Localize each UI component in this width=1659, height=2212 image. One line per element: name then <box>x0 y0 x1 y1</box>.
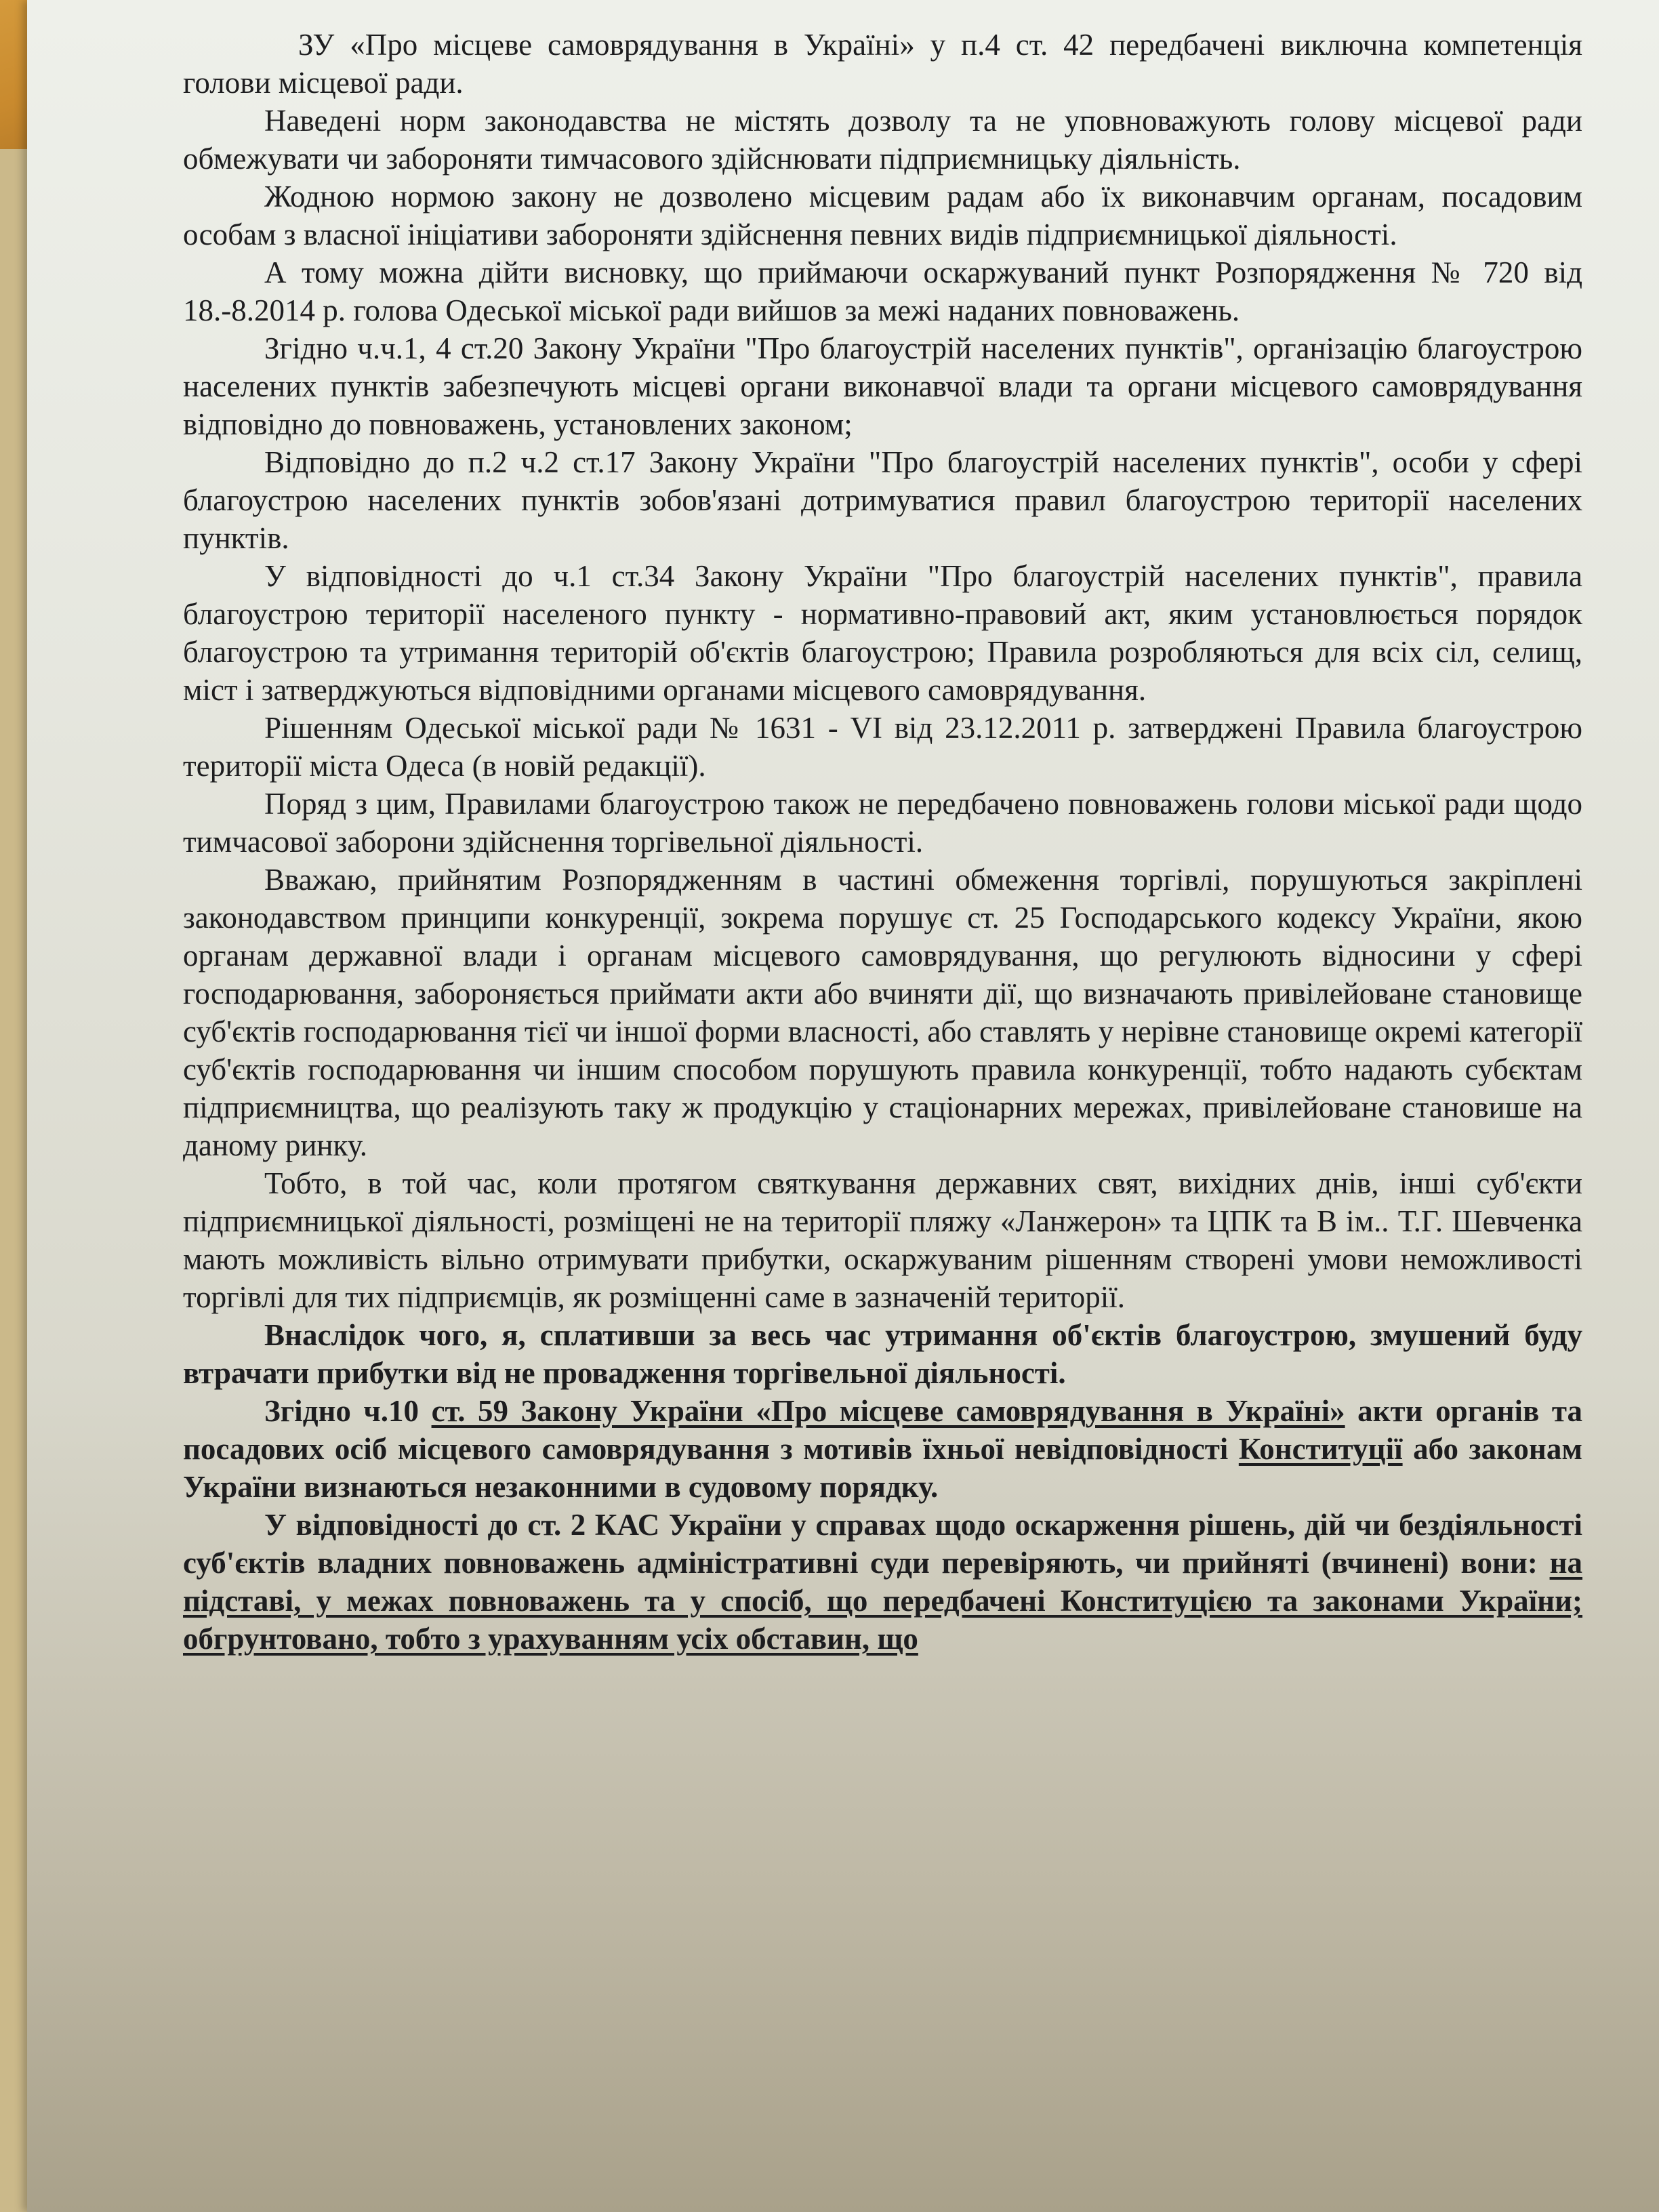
paragraph-8: Рішенням Одеської міської ради № 1631 - VI від 23.12.2011 р. затверджені Правила благоустрою території міста Одеса (в новій редакції). <box>183 711 1582 783</box>
document-body <box>183 26 1582 1658</box>
paragraph-5: Згідно ч.ч.1, 4 ст.20 Закону України "Про благоустрій населених пунктів", організацію благоустрою населених пунктів забезпечують місцеві органи виконавчої влади та органи місцевого самоврядування відповідно до повноважень, установлених законом; <box>183 331 1582 441</box>
para13-text-1: Згідно ч.10 <box>264 1394 432 1428</box>
paragraph-4: А тому можна дійти висновку, що приймаючи оскаржуваний пункт Розпорядження № 720 від 18.-8.2014 р. голова Одеської міської ради вийшов за межі наданих повноважень. <box>183 255 1582 327</box>
paragraph-14 <box>183 1506 1582 1658</box>
paragraph-11: Тобто, в той час, коли протягом святкування державних свят, вихідних днів, інші суб'єкти підприємницької діяльності, розміщені не на території пляжу «Ланжерон» та ЦПК та В ім.. Т.Г. Шевченка мають можливість вільно отримувати прибутки, оскаржуваним рішенням створені умови неможливості торгівлі для тих підприємців, як розміщенні саме в зазначеній території. <box>183 1166 1582 1314</box>
paragraph-9: Поряд з цим, Правилами благоустрою також не передбачено повноважень голови міської ради щодо тимчасової заборони здійснення торгівельної діяльності. <box>183 787 1582 859</box>
para13-underlined-law: ст. 59 Закону України «Про місцеве самоврядування в Україні» <box>431 1394 1345 1428</box>
para14-underlined: на підставі, у межах повноважень та у спосіб, що передбачені Конституцією та законами України; обгрунтовано, тобто з урахуванням усіх обставин, що <box>183 1546 1582 1656</box>
para13-text-2: акти органів та посадових осіб місцевого самоврядування з мотивів їхньої невідповідності <box>183 1394 1582 1466</box>
para14-text-1: У відповідності до ст. 2 КАС України у справах щодо оскарження рішень, дій чи бездіяльності суб'єктів владних повноважень адміністративні суди перевіряють, чи прийняті (вчинені) вони: <box>183 1508 1582 1580</box>
para13-underlined-constitution: Конституції <box>1238 1432 1403 1466</box>
paragraph-1: ЗУ «Про місцеве самоврядування в Україні» у п.4 ст. 42 передбачені виключна компетенція голови місцевої ради. <box>183 28 1582 100</box>
paragraph-2: Наведені норм законодавства не містять дозволу та не уповноважують голову місцевої ради обмежувати чи забороняти тимчасового здійснювати підприємницьку діяльність. <box>183 104 1582 176</box>
para13-text-3: або законам України визнаються незаконними в судовому порядку. <box>183 1432 1583 1504</box>
paragraph-3: Жодною нормою закону не дозволено місцевим радам або їх виконавчим органам, посадовим особам з власної ініціативи забороняти здійснення певних видів підприємницької діяльності. <box>183 180 1582 251</box>
paragraph-6: Відповідно до п.2 ч.2 ст.17 Закону України "Про благоустрій населених пунктів", особи у сфері благоустрою населених пунктів зобов'язані дотримуватися правил благоустрою території населених пунктів. <box>183 445 1582 555</box>
document-page <box>27 0 1659 2212</box>
paragraph-12: Внаслідок чого, я, сплативши за весь час утримання об'єктів благоустрою, змушений буду втрачати прибутки від не провадження торгівельної діяльності. <box>183 1318 1582 1390</box>
paragraph-7: У відповідності до ч.1 ст.34 Закону України "Про благоустрій населених пунктів", правила благоустрою території населеного пункту - нормативно-правовий акт, яким установлюється порядок благоустрою та утримання територій об'єктів благоустрою; Правила розробляються для всіх сіл, селищ, міст і затверджуються відповідними органами місцевого самоврядування. <box>183 559 1582 707</box>
paragraph-13 <box>183 1392 1582 1506</box>
paragraph-10: Вважаю, прийнятим Розпорядженням в частині обмеження торгівлі, порушуються закріплені законодавством принципи конкуренції, зокрема порушує ст. 25 Господарського кодексу України, якою органам державної влади і органам місцевого самоврядування, що регулюють відносини у сфері господарювання, забороняється приймати акти або вчиняти дії, що визначають привілейоване становище суб'єктів господарювання тієї чи іншої форми власності, або ставлять у нерівне становище окремі категорії суб'єктів господарювання чи іншим способом порушують правила конкуренції, тобто надають субєктам підприємництва, що реалізують таку ж продукцію у стаціонарних мережах, привілейоване становише на даному ринку. <box>183 863 1582 1162</box>
